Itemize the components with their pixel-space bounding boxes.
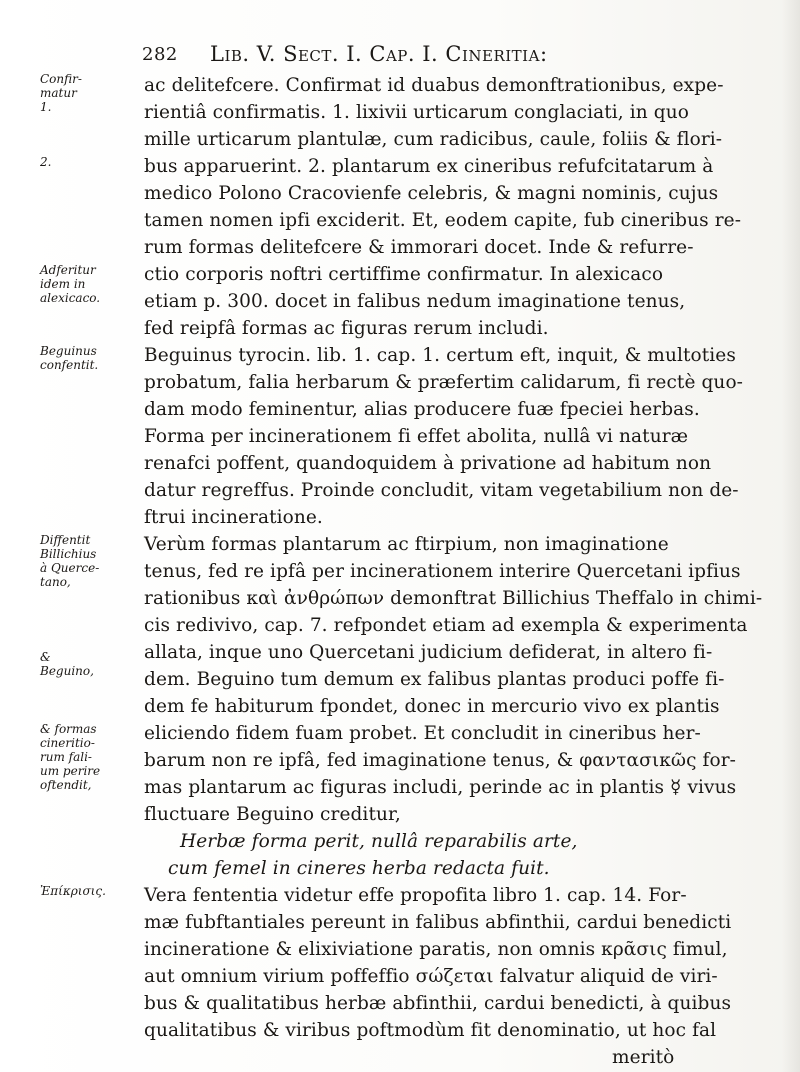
text-line: probatum, falia herbarum & præfertim calidarum, fi rectè quo-: [144, 372, 744, 393]
margin-note: 1.: [40, 100, 52, 114]
text-line: eliciendo fidem fuam probet. Et concludit in cineribus her-: [144, 723, 701, 744]
text-line: dem fe habiturum fpondet, donec in mercurio vivo ex plantis: [144, 696, 720, 717]
text-line: etiam p. 300. docet in falibus nedum imaginatione tenus,: [144, 291, 686, 312]
text-line: ftrui incineratione.: [144, 507, 323, 528]
margin-note: Beguinus: [40, 344, 97, 358]
margin-note: Diffentit: [40, 533, 91, 547]
text-line: mille urticarum plantulæ, cum radicibus, caule, foliis & flori-: [144, 129, 723, 150]
text-line: tenus, fed re ipfâ per incinerationem interire Quercetani ipfius: [144, 561, 741, 582]
text-line: fed reipfâ formas ac figuras rerum includi.: [144, 318, 549, 339]
verse-line: Herbæ forma perit, nullâ reparabilis arte,: [180, 831, 578, 852]
text-line: incineratione & elixiviatione paratis, non omnis κρᾶσις fimul,: [144, 939, 728, 960]
text-line: dem. Beguino tum demum ex falibus plantas produci poffe fi-: [144, 669, 725, 690]
text-line: Vera fententia videtur effe propofita libro 1. cap. 14. For-: [144, 885, 687, 906]
margin-note: confentit.: [40, 358, 99, 372]
text-line: qualitatibus & viribus poftmodùm fit denominatio, ut hoc fal: [144, 1020, 717, 1041]
margin-note: Ἐπίκρισις.: [40, 884, 106, 898]
text-line: bus apparuerint. 2. plantarum ex cineribus refufcitatarum à: [144, 156, 714, 177]
text-line: barum non re ipfâ, fed imaginatione tenus, & φαντασικῶς for-: [144, 750, 737, 771]
margin-note: rum fali-: [40, 750, 92, 764]
text-line: cis redivivo, cap. 7. refpondet etiam ad exempla & experimenta: [144, 615, 748, 636]
text-line: ac delitefcere. Confirmat id duabus demonftrationibus, expe-: [144, 75, 724, 96]
text-line: ctio corporis noftri certiffime confirmatur. In alexicaco: [144, 264, 664, 285]
text-line: Forma per incinerationem fi effet abolita, nullâ vi naturæ: [144, 426, 689, 447]
text-line: Beguinus tyrocin. lib. 1. cap. 1. certum eft, inquit, & multoties: [144, 345, 736, 366]
page-header: [82, 42, 794, 72]
text-line: mas plantarum ac figuras includi, perinde ac in plantis ☿ vivus: [144, 777, 737, 798]
margin-note: oftendit,: [40, 778, 92, 792]
text-line: aut omnium virium poffeffio σώζεται falvatur aliquid de viri-: [144, 966, 718, 987]
text-line: tamen nomen ipfi exciderit. Et, eodem capite, fub cineribus re-: [144, 210, 742, 231]
text-line: rientiâ confirmatis. 1. lixivii urticarum conglaciati, in quo: [144, 102, 689, 123]
margin-note: matur: [40, 86, 77, 100]
margin-note: &: [40, 650, 51, 664]
text-line: rationibus καὶ ἀνθρώπων demonftrat Billichius Theffalo in chimi-: [144, 588, 763, 609]
margin-note: Confir-: [40, 72, 82, 86]
margin-note: idem in: [40, 277, 86, 291]
margin-note: Beguino,: [40, 664, 94, 678]
margin-note: Billichius: [40, 547, 97, 561]
text-line: dam modo feminentur, alias producere fuæ fpeciei herbas.: [144, 399, 700, 420]
text-line: rum formas delitefcere & immorari docet. Inde & refurre-: [144, 237, 694, 258]
margin-note: & formas: [40, 722, 97, 736]
margin-note: Adferitur: [40, 263, 96, 277]
margin-note: cineritio-: [40, 736, 95, 750]
text-line: mæ fubftantiales pereunt in falibus abfinthii, cardui benedicti: [144, 912, 732, 933]
margin-note: à Querce-: [40, 561, 100, 575]
margin-note: alexicaco.: [40, 291, 101, 305]
page-number: 282: [142, 44, 178, 65]
text-line: datur regreffus. Proinde concludit, vitam vegetabilium non de-: [144, 480, 739, 501]
text-line: meritò: [612, 1047, 675, 1068]
verse-line: cum femel in cineres herba redacta fuit.: [168, 858, 550, 879]
margin-note: tano,: [40, 575, 71, 589]
text-line: fluctuare Beguino creditur,: [144, 804, 401, 825]
page-edge-shadow: [782, 0, 800, 1072]
text-line: bus & qualitatibus herbæ abfinthii, cardui benedicti, à quibus: [144, 993, 732, 1014]
text-line: allata, inque uno Quercetani judicium defiderat, in altero fi-: [144, 642, 713, 663]
margin-note: 2.: [40, 155, 52, 169]
text-line: renafci poffent, quandoquidem à privatione ad habitum non: [144, 453, 712, 474]
running-head: Lib. V. Sect. I. Cap. I. Cineritia:: [210, 42, 548, 66]
text-line: medico Polono Cracovienfe celebris, & magni nominis, cujus: [144, 183, 719, 204]
text-line: Verùm formas plantarum ac ftirpium, non imaginatione: [144, 534, 669, 555]
margin-note: um perire: [40, 764, 101, 778]
